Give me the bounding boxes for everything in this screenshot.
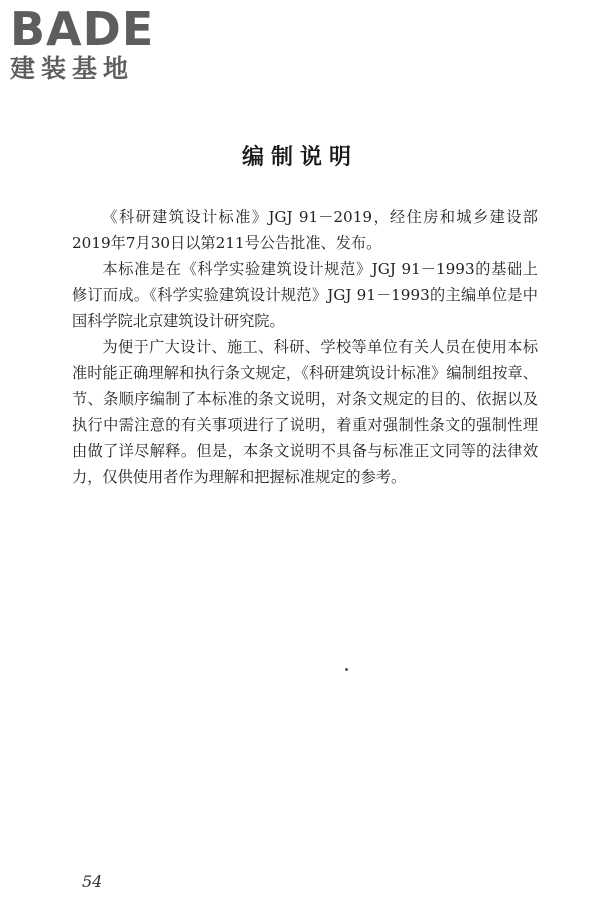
scan-dot <box>345 668 348 671</box>
document-body <box>72 204 538 490</box>
page-number: 54 <box>82 872 103 891</box>
paragraph-1: 《科研建筑设计标准》JGJ 91－2019，经住房和城乡建设部2019年7月30日以第211号公告批准、发布。 <box>72 208 538 252</box>
logo-wordmark: BADE <box>10 2 155 56</box>
page-title: 编制说明 <box>241 145 358 170</box>
logo-subtitle: 建装基地 <box>10 54 135 83</box>
paragraph-2: 本标准是在《科学实验建筑设计规范》JGJ 91－1993的基础上修订而成。《科学实验建筑设计规范》JGJ 91－1993的主编单位是中国科学院北京建筑设计研究院。 <box>72 260 538 330</box>
bade-logo <box>10 2 180 84</box>
paragraph-3: 为便于广大设计、施工、科研、学校等单位有关人员在使用本标准时能正确理解和执行条文规定，《科研建筑设计标准》编制组按章、节、条顺序编制了本标准的条文说明，对条文规定的目的、依据以及执行中需注意的有关事项进行了说明，着重对强制性条文的强制性理由做了详尽解释。但是，本条文说明不具备与标准正文同等的法律效力，仅供使用者作为理解和把握标准规定的参考。 <box>72 338 538 486</box>
